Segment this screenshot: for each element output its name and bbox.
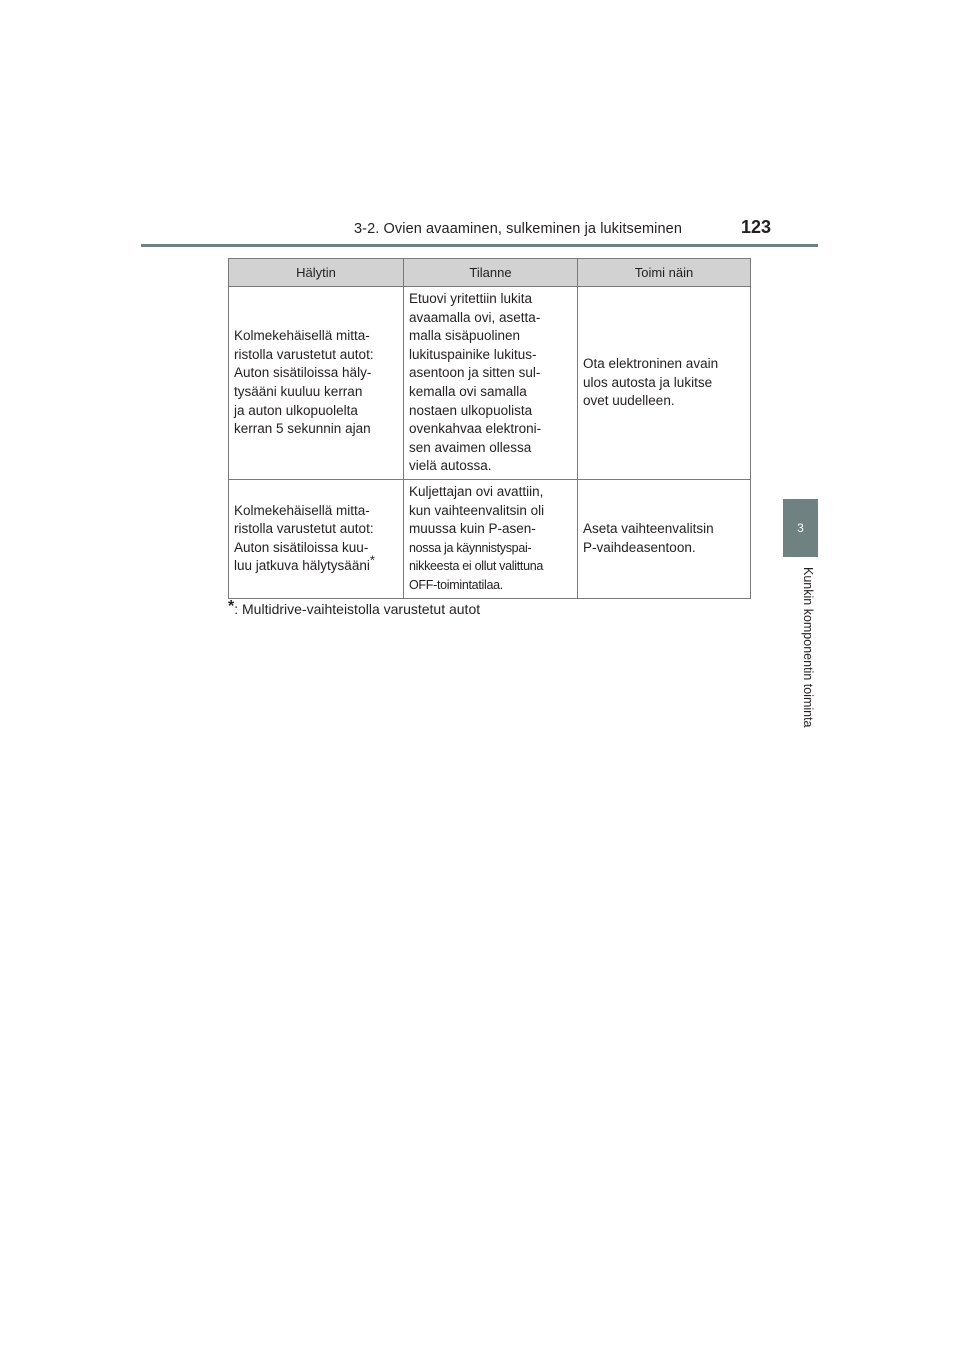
cell-line: ja auton ulkopuolelta	[234, 402, 358, 418]
column-header-tilanne: Tilanne	[404, 259, 578, 287]
cell-line: vielä autossa.	[409, 458, 492, 474]
cell-line: Aseta vaihteenvalitsin	[583, 521, 714, 537]
cell-line: asentoon ja sitten sul-	[409, 365, 541, 381]
section-title: Kunkin komponentin toiminta	[801, 567, 815, 728]
cell-line: Kolmekehäisellä mitta-	[234, 502, 370, 518]
column-header-toimi: Toimi näin	[578, 259, 751, 287]
cell-line: Ota elektroninen avain	[583, 356, 719, 372]
cell-line: OFF-toimintatilaa.	[409, 577, 503, 592]
cell-line: Kuljettajan ovi avattiin,	[409, 483, 544, 499]
cell-line: Kolmekehäisellä mitta-	[234, 328, 370, 344]
cell-line: nostaen ulkopuolista	[409, 402, 533, 418]
cell-line: ovet uudelleen.	[583, 393, 675, 409]
cell-toimi	[578, 287, 751, 480]
cell-line: ovenkahvaa elektroni-	[409, 421, 542, 437]
footnote-mark: *	[228, 598, 235, 615]
cell-line: nikkeesta ei ollut valittuna	[409, 559, 544, 574]
cell-line: ulos autosta ja lukitse	[583, 374, 713, 390]
cell-tilanne	[404, 479, 578, 598]
table-row	[229, 287, 751, 480]
footnote-text: : Multidrive-vaihteistolla varustetut autot	[234, 601, 481, 617]
table-row	[229, 479, 751, 598]
column-header-halytin: Hälytin	[229, 259, 404, 287]
cell-line: kemalla ovi samalla	[409, 383, 527, 399]
cell-line-text: luu jatkuva hälytysääni	[234, 558, 370, 574]
page-number: 123	[741, 217, 772, 237]
cell-line: ristolla varustetut autot:	[234, 346, 374, 362]
cell-line: Auton sisätiloissa kuu-	[234, 539, 369, 555]
section-tab-number: 3	[797, 521, 804, 535]
cell-line: malla sisäpuolinen	[409, 328, 521, 344]
cell-toimi	[578, 479, 751, 598]
cell-line	[234, 552, 396, 576]
cell-line: muussa kuin P-asen-	[409, 521, 536, 537]
table-header-row	[229, 259, 751, 287]
cell-halytin	[229, 479, 404, 598]
cell-line: Auton sisätiloissa häly-	[234, 365, 372, 381]
footnote-mark: *	[369, 552, 375, 568]
cell-line: lukituspainike lukitus-	[409, 346, 537, 362]
cell-line: kerran 5 sekunnin ajan	[234, 421, 371, 437]
section-tab[interactable]	[783, 499, 818, 557]
cell-line: tysääni kuuluu kerran	[234, 383, 363, 399]
cell-line: avaamalla ovi, asetta-	[409, 309, 541, 325]
cell-line: nossa ja käynnistyspai-	[409, 540, 532, 555]
cell-line: sen avaimen ollessa	[409, 439, 532, 455]
cell-tilanne	[404, 287, 578, 480]
header-rule	[141, 244, 818, 247]
cell-line: ristolla varustetut autot:	[234, 521, 374, 537]
footnote	[228, 598, 480, 617]
cell-line: P-vaihdeasentoon.	[583, 539, 696, 555]
cell-line: kun vaihteenvalitsin oli	[409, 502, 545, 518]
chapter-title: 3-2. Ovien avaaminen, sulkeminen ja lukitseminen	[354, 221, 682, 237]
cell-line: Etuovi yritettiin lukita	[409, 291, 533, 306]
alarm-table	[228, 258, 751, 599]
cell-halytin	[229, 287, 404, 480]
